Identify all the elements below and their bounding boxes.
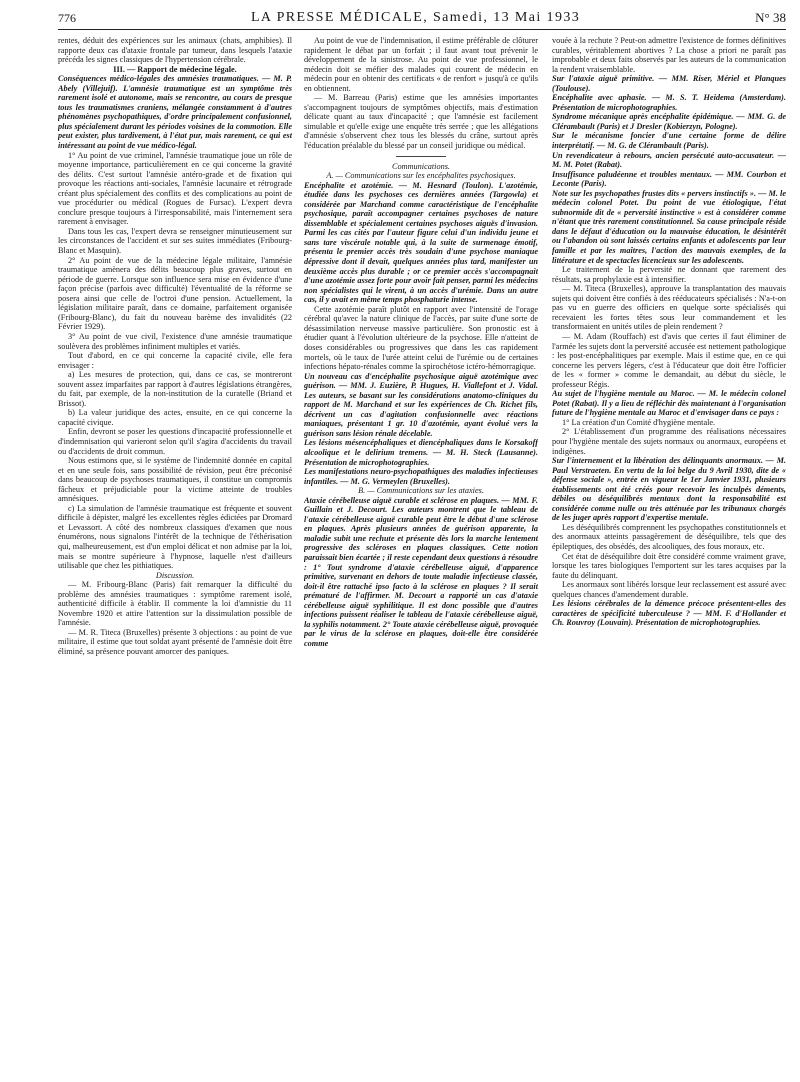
paragraph: rentes, déduit des expériences sur les animaux (chats, amphibies). Il rapporte deux cas d'ataxie frontale par tumeur, dans lesquels l'ataxie précéda les signes classiques de l'hypertension cérébrale. xyxy=(58,36,292,65)
article-paragraph: Sur l'ataxie aiguë primitive. — MM. Riser, Mériel et Planques (Toulouse). xyxy=(552,74,786,93)
issue-number: N° 38 xyxy=(755,10,786,25)
article-paragraph: Note sur les psychopathes frustes dits « pervers instinctifs ». — M. le médecin colonel Potet. Du point de vue étiologique, l'état subnormide dit de « perversité instinctive » est à considérer comme n'étant que très rarement constitutionnel. Sa cause principale réside dans le défaut d'éducation ou la mauvaise éducation, le désintérêt ou l'abandon où sont laissés certains enfants et adolescents par leur famille et par les maîtres, l'action des mauvais exemples, de la littérature et de spectacles licencieux sur les adolescents. xyxy=(552,188,786,265)
article-paragraph: Encéphalite avec aphasie. — M. S. T. Heidema (Amsterdam). Présentation de microphotographies. xyxy=(552,93,786,112)
article-paragraph: Les lésions cérébrales de la démence précoce présentent-elles des caractères de spécificité tuberculeuse ? — MM. F. d'Hollander et Ch. Rouvroy (Louvain). Présentation de microphotographies. xyxy=(552,599,786,628)
paragraph: 2° L'établissement d'un programme des réalisations nécessaires pour l'hygiène mentale des sujets normaux ou anormaux, européens et indigènes. xyxy=(552,427,786,456)
paragraph: Cet état de déséquilibre doit être considéré comme vraiment grave, lorsque les tares biologiques l'emportent sur les tares acquises par la faute du délinquant. xyxy=(552,551,786,580)
paragraph: vouée à la rechute ? Peut-on admettre l'existence de formes définitives curables, véritablement abortives ? La chose a priori ne paraît pas improbable et deux faits observés par les auteurs de la communication la rendent vraisemblable. xyxy=(552,36,786,74)
article-paragraph: Sur le mécanisme foncier d'une certaine forme de délire interprétatif. — M. G. de Clérambault (Paris). xyxy=(552,131,786,151)
article-paragraph: Un nouveau cas d'encéphalite psychosique aiguë azotémique avec guérison. — MM. J. Euzière, P. Hugues, H. Viallefont et J. Vidal. Les auteurs, se basant sur les considérations anatomo-cliniques du rapport de M. Marchand et sur les expériences de Ch. Richet fils, décrivent un cas d'agitation confusionnelle avec réactions maniaques, présentant 1 gr. 10 d'azotémie, ayant évolué vers la guérison sans lésion rénale décelable. xyxy=(304,371,538,438)
paragraph: — M. Fribourg-Blanc (Paris) fait remarquer la difficulté du problème des amnésies traumatiques : symptôme rarement isolé, authenticité difficile à établir. Il commente la loi d'amnistie du 11 Novembre 1920 et attire l'attention sur la dissimulation possible de l'amnésie. xyxy=(58,580,292,628)
column-3 xyxy=(552,36,786,1076)
paragraph: Les anormaux sont libérés lorsque leur reclassement est assuré avec quelques chances d'amendement durable. xyxy=(552,580,786,599)
article-paragraph: Ataxie cérébelleuse aiguë curable et sclérose en plaques. — MM. F. Guillain et J. Decourt. Les auteurs montrent que le tableau de l'ataxie cérébelleuse aiguë curable peut être le début d'une sclérose en plaques. Après plusieurs années de guérison apparente, la maladie subit une rechute et présente dès lors la marche lentement progressive des scléroses en plaques classiques. Cette notion paraissait bien écartée ; il reste cependant deux questions à résoudre : 1° Tout syndrome d'ataxie cérébelleuse aiguë, d'apparence primitive, survenant en dehors de toute maladie infectieuse classée, doit-il être rattaché ipso facto à la sclérose en plaques ? Il serait prématuré de l'affirmer. M. Decourt a rapporté un cas d'ataxie cérébelleuse aiguë syphilitique. Il est donc possible que d'autres infections puissent réaliser le tableau de l'ataxie cérébelleuse aiguë, la syphilis notamment. 2° Toute ataxie cérébelleuse aiguë, provoquée par le virus de la sclérose en plaques, doit-elle être considérée comme xyxy=(304,495,538,648)
paragraph: — M. R. Titeca (Bruxelles) présente 3 objections : au point de vue militaire, il estime que tout soldat ayant présenté de l'amnésie doit être éliminé, sa présence pouvant amorcer des paniques. xyxy=(58,627,292,656)
paragraph: Dans tous les cas, l'expert devra se renseigner minutieusement sur les circonstances de l'accident et sur ses suites immédiates (Fribourg-Blanc et Masquin). xyxy=(58,226,292,256)
paragraph: Cette azotémie paraît plutôt en rapport avec l'intensité de l'orage cérébral qu'avec la nature clinique de l'accès, par suite d'une sorte de désassimilation nerveuse massive particulière. Son pronostic est à étudier quant à l'évolution ultérieure de la psychose. Elle n'atteint de doses considérables ou progressives que dans les cas rapidement mortels, où le taux de l'urée atteint celui de l'urémie ou de certaines infections hépato-rénales comme la spirochétose ictéro-hémorragique. xyxy=(304,304,538,372)
communications-heading: Communications. xyxy=(392,161,450,171)
article-paragraph: Au sujet de l'hygiène mentale au Maroc. — M. le médecin colonel Potet (Rabat). Il y a lieu de réfléchir dès maintenant à l'organisation future de l'hygiène mentale au Maroc et d'envisager dans ce pays : xyxy=(552,389,786,418)
section-heading: III. — Rapport de médecine légale. xyxy=(113,64,237,74)
article-paragraph: Encéphalite et azotémie. — M. Hesnard (Toulon). L'azotémie, étudiée dans les psychoses ces dernières années (Targowla) et considérée par Marchand comme caractéristique de l'encéphalite psychosique, paraît accompagner certaines psychoses de nature dissemblable et spécialement certaines psychoses aiguës d'invasion. Parmi les cas cités par l'auteur figure celui d'un individu jeune et sans tare viscérale notable qui, à la suite de surmenage émotif, présenta le premier accès très soudain d'une psychose maniaque dépressive dont il devait, quelques années plus tard, manifester un deuxième accès plus durable ; or ce premier accès s'accompagnait d'une azotémie assez forte pour avoir fait penser, parmi les médecins non spécialistes qui le virent, à un accès d'urémie. Dans un autre cas, il y avait en même temps phosphaturie intense. xyxy=(304,180,538,305)
article-paragraph: Les manifestations neuro-psychopathiques des maladies infectieuses infantiles. — M. G. Vermeylen (Bruxelles). xyxy=(304,467,538,486)
paragraph: c) La simulation de l'amnésie traumatique est fréquente et souvent difficile à dépister, malgré les excellentes règles édictées par Dromard et Levassort. A côté des nombreux classiques d'examen que nous énumérons, nous signalons l'intérêt de la technique de l'éthérisation qui, malheureusement, est d'un emploi délicat et non admise par la loi, mais se montre supérieure à l'hypnose, laquelle n'est d'ailleurs utilisable que chez les pithiatiques. xyxy=(58,503,292,571)
paragraph: 3° Au point de vue civil, l'existence d'une amnésie traumatique soulèvera des problèmes infiniment multiples et variés. xyxy=(58,331,292,351)
article-paragraph: Insuffisance paludéenne et troubles mentaux. — MM. Courbon et Leconte (Paris). xyxy=(552,169,786,189)
subsection-heading: B. — Communications sur les ataxies. xyxy=(358,486,484,496)
paragraph: 1° La création d'un Comité d'hygiène mentale. xyxy=(562,417,716,427)
column-2 xyxy=(304,36,538,1076)
page-header xyxy=(58,4,786,30)
article-paragraph: Un revendicateur à rebours, ancien persécuté auto-accusateur. — M. M. Potet (Rabat). xyxy=(552,150,786,170)
article-paragraph: Les lésions mésencéphaliques et diencéphaliques dans le Korsakoff alcoolique et le delirium tremens. — M. H. Steck (Lausanne). Présentation de microphotographies. xyxy=(304,438,538,467)
paragraph: a) Les mesures de protection, qui, dans ce cas, se montreront souvent assez imparfaites par rapport à d'autres législations étrangères, du fait, par exemple, de la non-institution de la curatelle (Briand et Brissot). xyxy=(58,370,292,408)
page-number: 776 xyxy=(58,11,76,25)
paragraph: 2° Au point de vue de la médecine légale militaire, l'amnésie traumatique amènera des délits beaucoup plus graves, surtout en période de guerre. Lorsque son influence sera mise en évidence d'une façon précise (parfois avec difficulté) l'éventualité de la réforme se posera ainsi que celle de l'octroi d'une pension. Actuellement, la législation militaire paraît, dans ce domaine, parfaitement organisée (Fribourg-Blanc), du fait du nouveau barème des invalidités (22 Février 1929). xyxy=(58,255,292,332)
paragraph: Enfin, devront se poser les questions d'incapacité professionnelle et d'indemnisation qui varieront selon qu'il s'agira d'accidents du travail ou d'accidents de droit commun. xyxy=(58,427,292,456)
journal-title: LA PRESSE MÉDICALE, Samedi, 13 Mai 1933 xyxy=(250,10,581,25)
paragraph: — M. Adam (Rouffach) est d'avis que certes il faut éliminer de l'armée les sujets dont la perversité accusée est nettement pathologique : les post-encéphalitiques par exemple. Mais il estime que, en ce qui concerne les pervers légers, c'est à l'éducateur que doit être l'officier de les « former » comme le demandait, au début du siècle, le professeur Régis. xyxy=(552,331,786,389)
column-1 xyxy=(58,36,292,1076)
paragraph: Nous estimons que, si le système de l'indemnité donnée en capital et en une seule fois, sans possibilité de révision, peut être préconisé dans beaucoup de psychoses traumatiques, il constitue un compromis fâcheux et préjudiciable pour la victime atteinte de troubles amnésiques. xyxy=(58,456,292,504)
divider xyxy=(396,156,446,157)
discussion-heading: Discussion. xyxy=(155,570,195,580)
paragraph: Le traitement de la perversité ne donnant que rarement des résultats, sa prophylaxie est à intensifier. xyxy=(552,265,786,284)
paragraph: Tout d'abord, en ce qui concerne la capacité civile, elle fera envisager : xyxy=(58,351,292,370)
paragraph: Les déséquilibrés comprennent les psychopathes constitutionnels et des anormaux atteints passagèrement de déséquilibre, tels que des épileptiques, des obsédés, des alcooliques, des fous moraux, etc. xyxy=(552,522,786,551)
subsection-heading: A. — Communications sur les encéphalites psychosiques. xyxy=(326,171,516,181)
paragraph: — M. Barreau (Paris) estime que les amnésies importantes s'accompagnent toujours de symptômes objectifs, mais d'estimation délicate quant au taux d'incapacité ; que l'amnésie est facilement simulable et qu'elle exige une enquête très serrée ; que les allégations d'amnésie s'observent chez tous les blessés du crâne, surtout après l'éducation préalable du blessé par un conseil juridique ou médical. xyxy=(304,93,538,151)
paragraph: 1° Au point de vue criminel, l'amnésie traumatique joue un rôle de moyenne importance, particulièrement en ce qui concerne la gravité des délits. C'est surtout l'amnésie antéro-grade et de fixation qui provoque les réactions anti-sociales, l'amnésie lacunaire et rétrograde créant plus spécialement des conflits et des complications au point de vue procédurier ou médical (Rogues de Fursac). L'expert devra conclure presque toujours à l'irresponsabilité, mais l'internement sera rarement à envisager. xyxy=(58,150,292,227)
article-paragraph: Sur l'internement et la libération des délinquants anormaux. — M. Paul Verstraeten. En vertu de la loi belge du 9 Avril 1930, dite de « défense sociale », entrée en vigueur le 1er Janvier 1931, plusieurs établissements ont été créés pour recevoir les inculpés déments, débiles ou déséquilibrés mentaux dont la responsabilité est considérée comme nulle ou très atténuée par les tribunaux chargés de les juger après rapport d'expertise mentale. xyxy=(552,456,786,523)
paragraph: Au point de vue de l'indemnisation, il estime préférable de clôturer rapidement le débat par un forfait ; il faut avant tout prévenir le développement de la sinistrose. Au point de vue professionnel, le médecin doit se méfier des malades qui courent de médecin en médecin pour en obtenir des certificats « de renfort » jusqu'à ce qu'ils en obtiennent. xyxy=(304,36,538,93)
article-paragraph: Conséquences médico-légales des amnésies traumatiques. — M. P. Abely (Villejuif). L'amnésie traumatique est un symptôme très rarement isolé et autonome, mais se rencontre, au cours de presque tous les traumatismes craniens, mélangée constamment à d'autres phénomènes psychopathiques, d'ordre principalement confusionnel, plus spécialement durant les périodes voisines de la commotion. Elle peut exister, plus tardivement, à l'état pur, mais rarement, ce qui est intéressant au point de vue médico-légal. xyxy=(58,74,292,151)
article-paragraph: Syndrome mécanique après encéphalite épidémique. — MM. G. de Clérambault (Paris) et J Dresler (Kobierzyn, Pologne). xyxy=(552,112,786,131)
paragraph: b) La valeur juridique des actes, ensuite, en ce qui concerne la capacité civique. xyxy=(58,408,292,427)
paragraph: — M. Titeca (Bruxelles), approuve la transplantation des mauvais sujets qui doivent être confiés à des rééducateurs spécialisés : N'a-t-on pas vu en guerre des officiers en quelque sorte spécialisés qui recevaient les fortes têtes sous leur commandement et les transformaient en unités utiles de plein rendement ? xyxy=(552,284,786,332)
